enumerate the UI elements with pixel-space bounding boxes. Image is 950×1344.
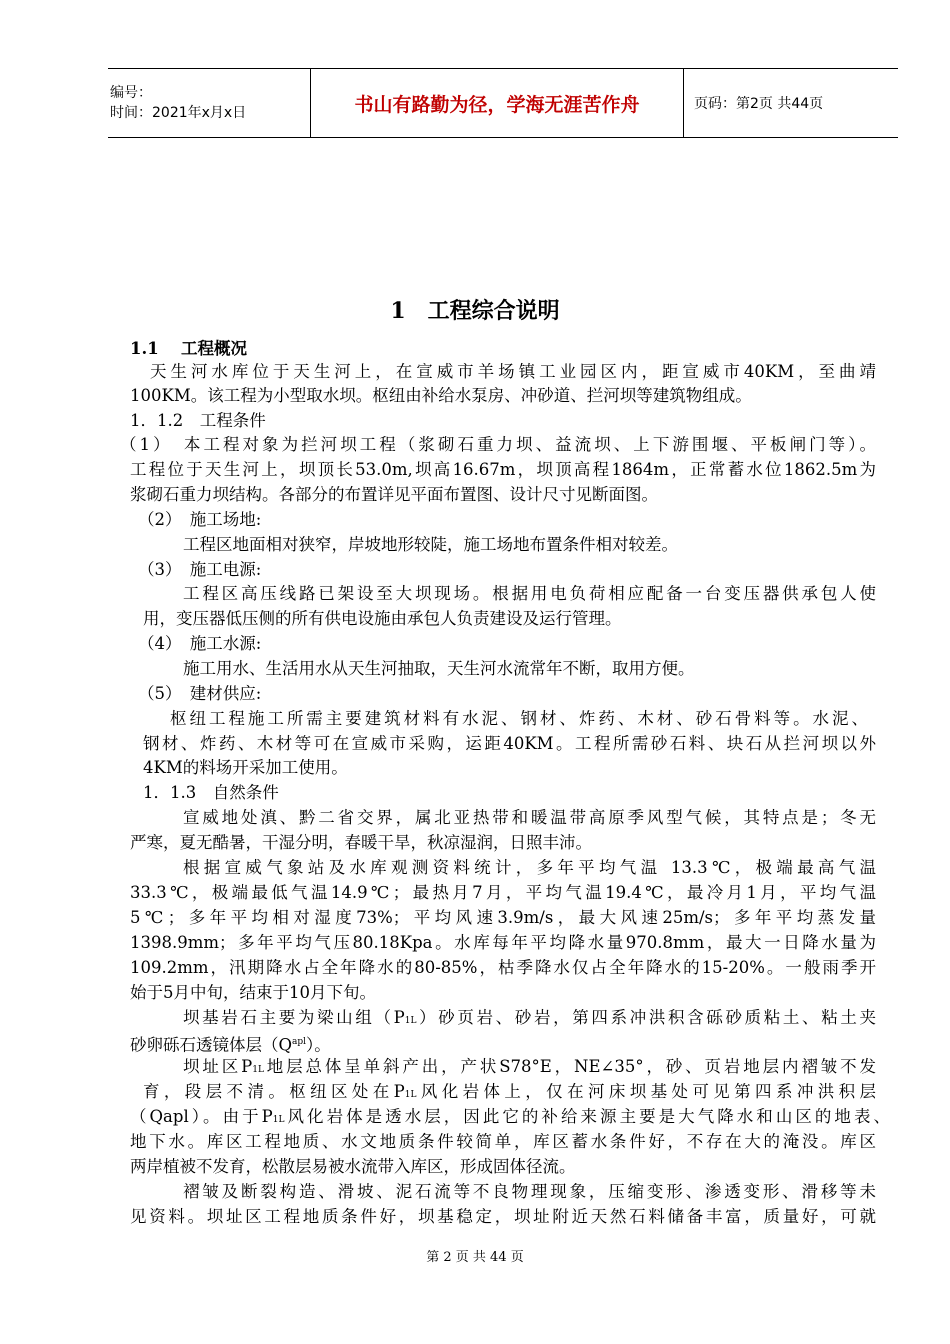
item-heading: （5） 建材供应: bbox=[138, 684, 262, 703]
paragraph-line: 见资料。坝址区工程地质条件好，坝基稳定，坝址附近天然石料储备丰富，质量好，可就 bbox=[130, 1207, 876, 1226]
section-heading-1-1-3: 1．1.3 自然条件 bbox=[143, 783, 279, 802]
section-heading-1-1: 1.1 工程概况 bbox=[130, 339, 247, 358]
item-heading: （4） 施工水源: bbox=[138, 634, 262, 653]
paragraph-line: 天生河水库位于天生河上，在宣威市羊场镇工业园区内，距宣威市40KM，至曲靖 bbox=[150, 362, 876, 381]
paragraph-line: 33.3℃，极端最低气温14.9℃；最热月7月，平均气温19.4℃，最冷月1月，平均气温 bbox=[130, 883, 876, 902]
paragraph-line: 枢纽工程施工所需主要建筑材料有水泥、钢材、炸药、木材、砂石骨料等。水泥、 bbox=[170, 709, 868, 728]
header-meta bbox=[108, 69, 311, 138]
paragraph-line: 地下水。库区工程地质、水文地质条件较简单，库区蓄水条件好，不存在大的淹没。库区 bbox=[130, 1132, 876, 1151]
date-label: 时间：2021年x月x日 bbox=[110, 105, 247, 121]
paragraph-line: 坝基岩石主要为梁山组（P1L）砂页岩、砂岩，第四系冲洪积含砾砂质粘土、粘土夹 bbox=[183, 1008, 876, 1027]
paragraph-line: 褶皱及断裂构造、滑坡、泥石流等不良物理现象，压缩变形、渗透变形、滑移等未 bbox=[183, 1182, 876, 1201]
page-header bbox=[108, 68, 898, 138]
paragraph-line: 用，变压器低压侧的所有供电设施由承包人负责建设及运行管理。 bbox=[143, 609, 622, 628]
header-page-info: 页码：第2页 共44页 bbox=[684, 69, 899, 138]
chapter-title: 1 工程综合说明 bbox=[390, 298, 560, 324]
paragraph-line: 5℃；多年平均相对湿度73%；平均风速3.9m/s，最大风速25m/s；多年平均蒸发量 bbox=[130, 908, 876, 927]
paragraph-line: 坝址区P1L地层总体呈单斜产出，产状S78°E，NE∠35°，砂、页岩地层内褶皱不发 bbox=[183, 1057, 876, 1076]
paragraph-line: 根据宣威气象站及水库观测资料统计，多年平均气温 13.3℃，极端最高气温 bbox=[183, 858, 876, 877]
paragraph-line: 工程区高压线路已架设至大坝现场。根据用电负荷相应配备一台变压器供承包人使 bbox=[183, 584, 876, 603]
paragraph-line: 严寒，夏无酷暑，干湿分明，春暖干旱，秋凉湿润，日照丰沛。 bbox=[130, 833, 592, 852]
paragraph-line: 两岸植被不发育，松散层易被水流带入库区，形成固体径流。 bbox=[130, 1157, 576, 1176]
paragraph-line: 100KM。该工程为小型取水坝。枢纽由补给水泵房、冲砂道、拦河坝等建筑物组成。 bbox=[130, 386, 752, 405]
paragraph-line: （Qapl）。由于P1L风化岩体是透水层，因此它的补给来源主要是大气降水和山区的地表、 bbox=[130, 1107, 891, 1126]
paragraph-line: 浆砌石重力坝结构。各部分的布置详见平面布置图、设计尺寸见断面图。 bbox=[130, 485, 658, 504]
paragraph-line: 工程位于天生河上，坝顶长53.0m,坝高16.67m，坝顶高程1864m，正常蓄水位1862.5m为 bbox=[130, 460, 876, 479]
paragraph-line: 宣威地处滇、黔二省交界，属北亚热带和暖温带高原季风型气候，其特点是；冬无 bbox=[183, 808, 876, 827]
paragraph-line: 4KM的料场开采加工使用。 bbox=[143, 758, 348, 777]
number-label: 编号： bbox=[110, 85, 152, 101]
paragraph-line: 109.2mm，汛期降水占全年降水的80-85%，枯季降水仅占全年降水的15-20%。一般雨季开 bbox=[130, 958, 876, 977]
paragraph-line: 育，段层不清。枢纽区处在P1L风化岩体上，仅在河床坝基处可见第四系冲洪积层 bbox=[143, 1082, 877, 1101]
item-heading: （3） 施工电源: bbox=[138, 560, 262, 579]
paragraph-line: 始于5月中旬，结束于10月下旬。 bbox=[130, 983, 376, 1002]
header-motto: 书山有路勤为径，学海无涯苦作舟 bbox=[311, 69, 684, 138]
paragraph-line: （1） 本工程对象为拦河坝工程（浆砌石重力坝、益流坝、上下游围堰、平板闸门等）。 bbox=[120, 435, 876, 454]
paragraph-line: 1398.9mm；多年平均气压80.18Kpa。水库每年平均降水量970.8mm，最大一日降水量为 bbox=[130, 933, 876, 952]
paragraph-line: 钢材、炸药、木材等可在宣威市采购，运距40KM。工程所需砂石料、块石从拦河坝以外 bbox=[143, 734, 876, 753]
item-heading: （2） 施工场地: bbox=[138, 510, 262, 529]
paragraph-line: 砂卵砾石透镜体层$(Q^{apl})$。 bbox=[130, 1035, 331, 1055]
paragraph-line: 工程区地面相对狭窄，岸坡地形较陡，施工场地布置条件相对较差。 bbox=[183, 535, 678, 554]
paragraph-line: 施工用水、生活用水从天生河抽取，天生河水流常年不断，取用方便。 bbox=[183, 659, 695, 678]
section-heading-1-1-2: 1．1.2 工程条件 bbox=[130, 411, 266, 430]
page-footer: 第 2 页 共 44 页 bbox=[426, 1250, 524, 1265]
